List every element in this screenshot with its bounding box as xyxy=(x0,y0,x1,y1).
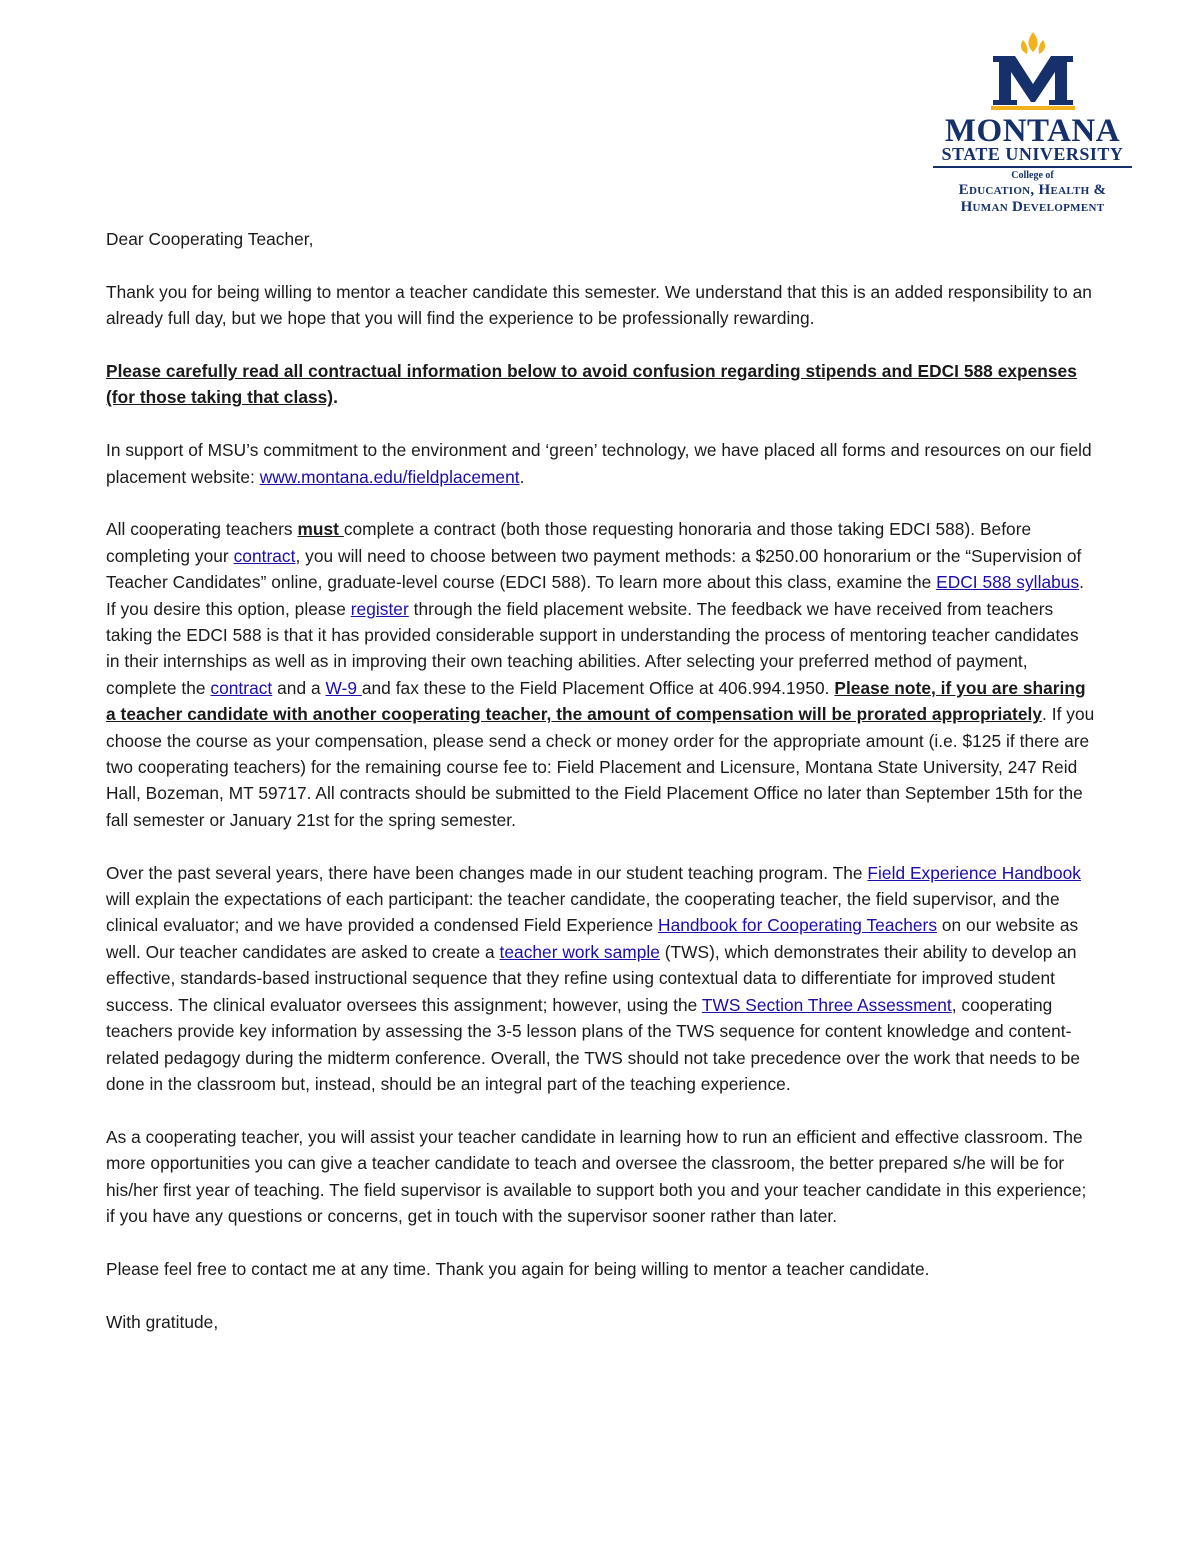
logo-college-of: College of xyxy=(1011,170,1054,181)
msu-logo xyxy=(925,30,1140,220)
logo-college-line2: Human Development xyxy=(960,199,1105,215)
w9-link[interactable]: W-9 xyxy=(325,677,362,698)
contract-link[interactable]: contract xyxy=(233,545,296,566)
must-emphasis: must xyxy=(297,519,344,540)
paragraph-contact: Please feel free to contact me at any time. Thank you again for being willing to mentor a teacher candidate. xyxy=(106,1258,930,1279)
paragraph-website: In support of MSU’s commitment to the environment and ‘green’ technology, we have placed all forms and resources on our field placement website: www.montana.edu/fieldplacement. xyxy=(106,440,1092,487)
logo-divider xyxy=(933,166,1132,168)
register-link[interactable]: register xyxy=(350,598,409,619)
contract-link-2[interactable]: contract xyxy=(210,677,273,698)
paragraph-role: As a cooperating teacher, you will assist your teacher candidate in learning how to run an efficient and effective classroom. The more opportunities you can give a teacher candidate to teach and oversee the classroom, the better prepared s/he will be for his/her first year of teaching. The field supervisor is available to support both you and your teacher candidate in this experience; if you have any questions or concerns, get in touch with the supervisor sooner rather than later. xyxy=(106,1126,1087,1226)
handbook-cooperating-teachers-link[interactable]: Handbook for Cooperating Teachers xyxy=(658,915,938,936)
field-placement-website-link[interactable]: www.montana.edu/fieldplacement xyxy=(259,466,520,487)
logo-college-line1: Education, Health & xyxy=(958,182,1107,198)
closing: With gratitude, xyxy=(106,1311,219,1332)
field-experience-handbook-link[interactable]: Field Experience Handbook xyxy=(867,862,1081,883)
letter-body xyxy=(106,226,1096,1335)
logo-wordmark-state-university: STATE UNIVERSITY xyxy=(941,144,1124,164)
msu-m-logo-mark xyxy=(987,30,1079,110)
edci-588-syllabus-link[interactable]: EDCI 588 syllabus xyxy=(936,572,1080,593)
logo-wordmark-montana: MONTANA xyxy=(944,113,1121,149)
tws-section-three-link[interactable]: TWS Section Three Assessment xyxy=(701,994,952,1015)
paragraph-handbook: Over the past several years, there have been changes made in our student teaching program. The Field Experience Handbook will explain the expectations of each participant: the teacher candidate, the cooperating teacher, the field supervisor, and the clinical evaluator; and we have provided a condensed Field Experience Handbook for Cooperating Teachers on our website as well. Our teacher candidates are asked to create a teacher work sample (TWS), which demonstrates their ability to develop an effective, standards-based instructional sequence that they refine using contextual data to differentiate for improved student success. The clinical evaluator oversees this assignment; however, using the TWS Section Three Assessment, cooperating teachers provide key information by assessing the 3-5 lesson plans of the TWS sequence for content knowledge and content-related pedagogy during the midterm conference. Overall, the TWS should not take precedence over the work that needs to be done in the classroom but, instead, should be an integral part of the teaching experience. xyxy=(106,862,1081,1094)
contract-notice: Please carefully read all contractual information below to avoid confusion regarding stipends and EDCI 588 expenses (for those taking that class) xyxy=(106,361,1077,408)
teacher-work-sample-link[interactable]: teacher work sample xyxy=(499,941,660,962)
paragraph-contract: All cooperating teachers must complete a contract (both those requesting honoraria and those taking EDCI 588). Before completing your contract, you will need to choose between two payment methods: a $250.00 honorarium or the “Supervision of Teacher Candidates” online, graduate-level course (EDCI 588). To learn more about this class, examine the EDCI 588 syllabus. If you desire this option, please register through the field placement website. The feedback we have received from teachers taking the EDCI 588 is that it has provided considerable support in understanding the process of mentoring teacher candidates in their internships as well as in improving their own teaching abilities. After selecting your preferred method of payment, complete the contract and a W-9 and fax these to the Field Placement Office at 406.994.1950. Please note, if you are sharing a teacher candidate with another cooperating teacher, the amount of compensation will be prorated appropriately. If you choose the course as your compensation, please send a check or money order for the appropriate amount (i.e. $125 if there are two cooperating teachers) for the remaining course fee to: Field Placement and Licensure, Montana State University, 247 Reid Hall, Bozeman, MT 59717. All contracts should be submitted to the Field Placement Office no later than September 15th for the fall semester or January 21st for the spring semester. xyxy=(106,519,1095,830)
prorated-notice: Please note, if you are sharing a teacher candidate with another cooperating teacher, the amount of compensation will be prorated appropriately xyxy=(106,677,1086,725)
salutation: Dear Cooperating Teacher, xyxy=(106,229,314,249)
paragraph-intro: Thank you for being willing to mentor a teacher candidate this semester. We understand that this is an added responsibility to an already full day, but we hope that you will find the experience to be professionally rewarding. xyxy=(106,281,1092,329)
paragraph-notice: Please carefully read all contractual information below to avoid confusion regarding stipends and EDCI 588 expenses (for those taking that class). xyxy=(106,361,1077,408)
